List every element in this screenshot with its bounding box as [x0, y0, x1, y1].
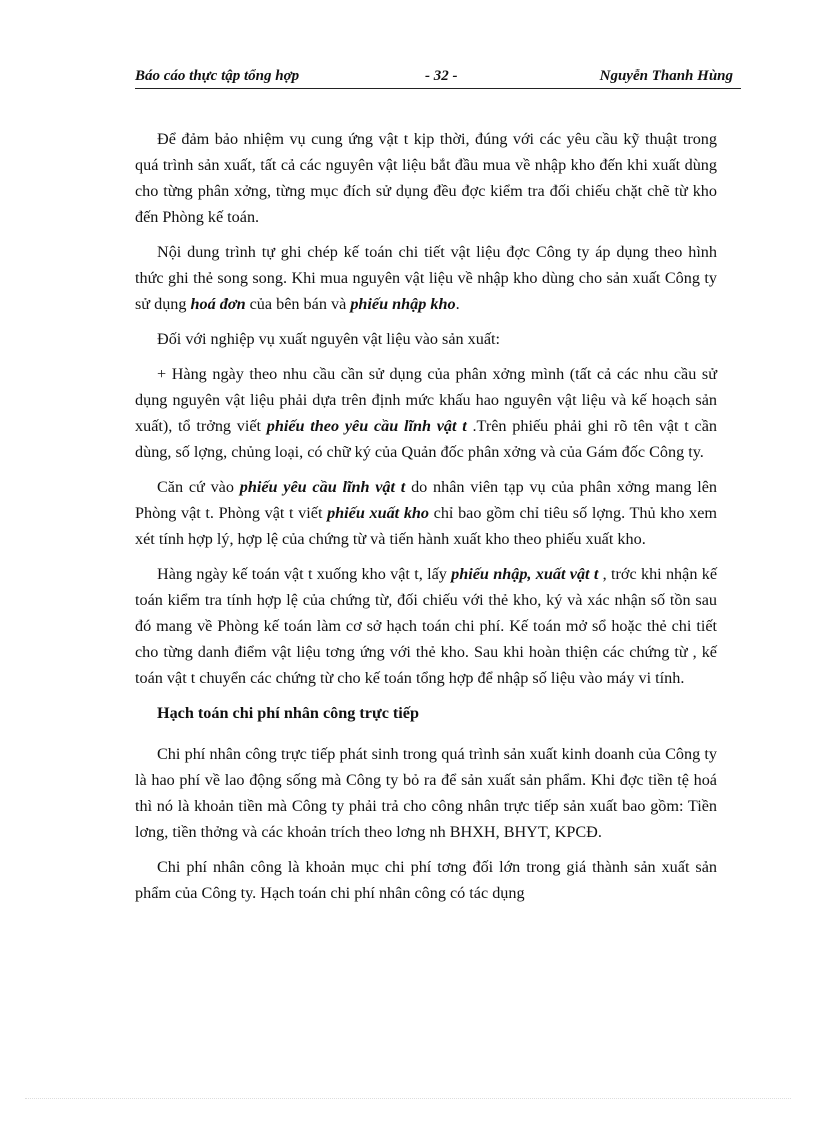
paragraph-labor-cost: Chi phí nhân công là khoản mục chi phí tơng đối lớn trong giá thành sản xuất sản phẩm của Công ty. Hạch toán chi phí nhân công có tác dụng	[135, 858, 717, 902]
term-receipt-issue-slip: phiếu nhập, xuất vật t	[451, 565, 599, 583]
term-receipt-slip: phiếu nhập kho	[350, 295, 456, 313]
paragraph-issue-slip: Căn cứ vào phiếu yêu cầu lĩnh vật t do nhân viên tạp vụ của phân xởng mang lên Phòng vật t. Phòng vật t viết phiếu xuất kho chỉ bao gồm chỉ tiêu số lợng. Thủ kho xem xét tính hợp lý, hợp lệ của chứng từ và tiến hành xuất kho theo phiếu xuất kho.	[135, 478, 718, 548]
paragraph-daily-request: + Hàng ngày theo nhu cầu cần sử dụng của phân xởng mình (tất cả các nhu cầu sử dụng nguyên vật liệu phải dựa trên định mức khấu hao nguyên vật liệu và kế hoạch sản xuất), tổ trởng viết phiếu theo yêu cầu lĩnh vật t .Trên phiếu phải ghi rõ tên vật t cần dùng, số lợng, chủng loại, có chữ ký của Quản đốc phân xởng và của Gám đốc Công ty.	[135, 365, 717, 461]
page-header	[135, 66, 741, 89]
page-bottom-rule	[25, 1098, 791, 1099]
header-report-title: Báo cáo thực tập tổng hợp	[135, 68, 300, 84]
paragraph-issue-intro: Đối với nghiệp vụ xuất nguyên vật liệu vào sản xuất:	[157, 330, 501, 348]
section-heading-direct-labor: Hạch toán chi phí nhân công trực tiếp	[157, 704, 419, 722]
paragraph-recording-procedure: Nội dung trình tự ghi chép kế toán chi tiết vật liệu đợc Công ty áp dụng theo hình thức ghi thẻ song song. Khi mua nguyên vật liệu về nhập kho dùng cho sản xuất Công ty sử dụng hoá đơn của bên bán và phiếu nhập kho.	[135, 243, 717, 313]
term-invoice: hoá đơn	[190, 295, 246, 313]
document-body	[135, 126, 717, 915]
paragraph-daily-accounting: Hàng ngày kế toán vật t xuống kho vật t, lấy phiếu nhập, xuất vật t , trớc khi nhận kế toán kiểm tra tính hợp lệ của chứng từ, đối chiếu với thẻ kho, ký và xác nhận số tồn sau đó mang về Phòng kế toán làm cơ sở hạch toán chi phí. Kế toán mở sổ hoặc thẻ chi tiết cho từng danh điểm vật liệu tơng ứng với thẻ kho. Sau khi hoàn thiện các chứng từ , kế toán vật t chuyển các chứng từ cho kế toán tổng hợp để nhập số liệu vào máy vi tính.	[135, 565, 718, 687]
term-request-slip-2: phiếu yêu cầu lĩnh vật t	[239, 478, 406, 496]
paragraph-direct-labor: Chi phí nhân công trực tiếp phát sinh trong quá trình sản xuất kinh doanh của Công ty là hao phí về lao động sống mà Công ty bỏ ra để sản xuất sản phẩm. Khi đợc tiền tệ hoá thì nó là khoản tiền mà Công ty phải trả cho công nhân trực tiếp sản xuất bao gồm: Tiền lơng, tiền thởng và các khoản trích theo lơng nh BHXH, BHYT, KPCĐ.	[135, 745, 717, 841]
paragraph-supply-control: Để đảm bảo nhiệm vụ cung ứng vật t kịp thời, đúng với các yêu cầu kỹ thuật trong quá trình sản xuất, tất cả các nguyên vật liệu bắt đầu mua về nhập kho đến khi xuất dùng cho từng phân xởng, từng mục đích sử dụng đều đợc kiểm tra đối chiếu chặt chẽ từ kho đến Phòng kế toán.	[135, 130, 717, 226]
header-author: Nguyễn Thanh Hùng	[599, 68, 733, 84]
term-request-slip: phiếu theo yêu cầu lĩnh vật t	[266, 417, 467, 435]
header-page-number: - 32 -	[425, 68, 458, 84]
term-issue-slip: phiếu xuất kho	[327, 504, 430, 522]
